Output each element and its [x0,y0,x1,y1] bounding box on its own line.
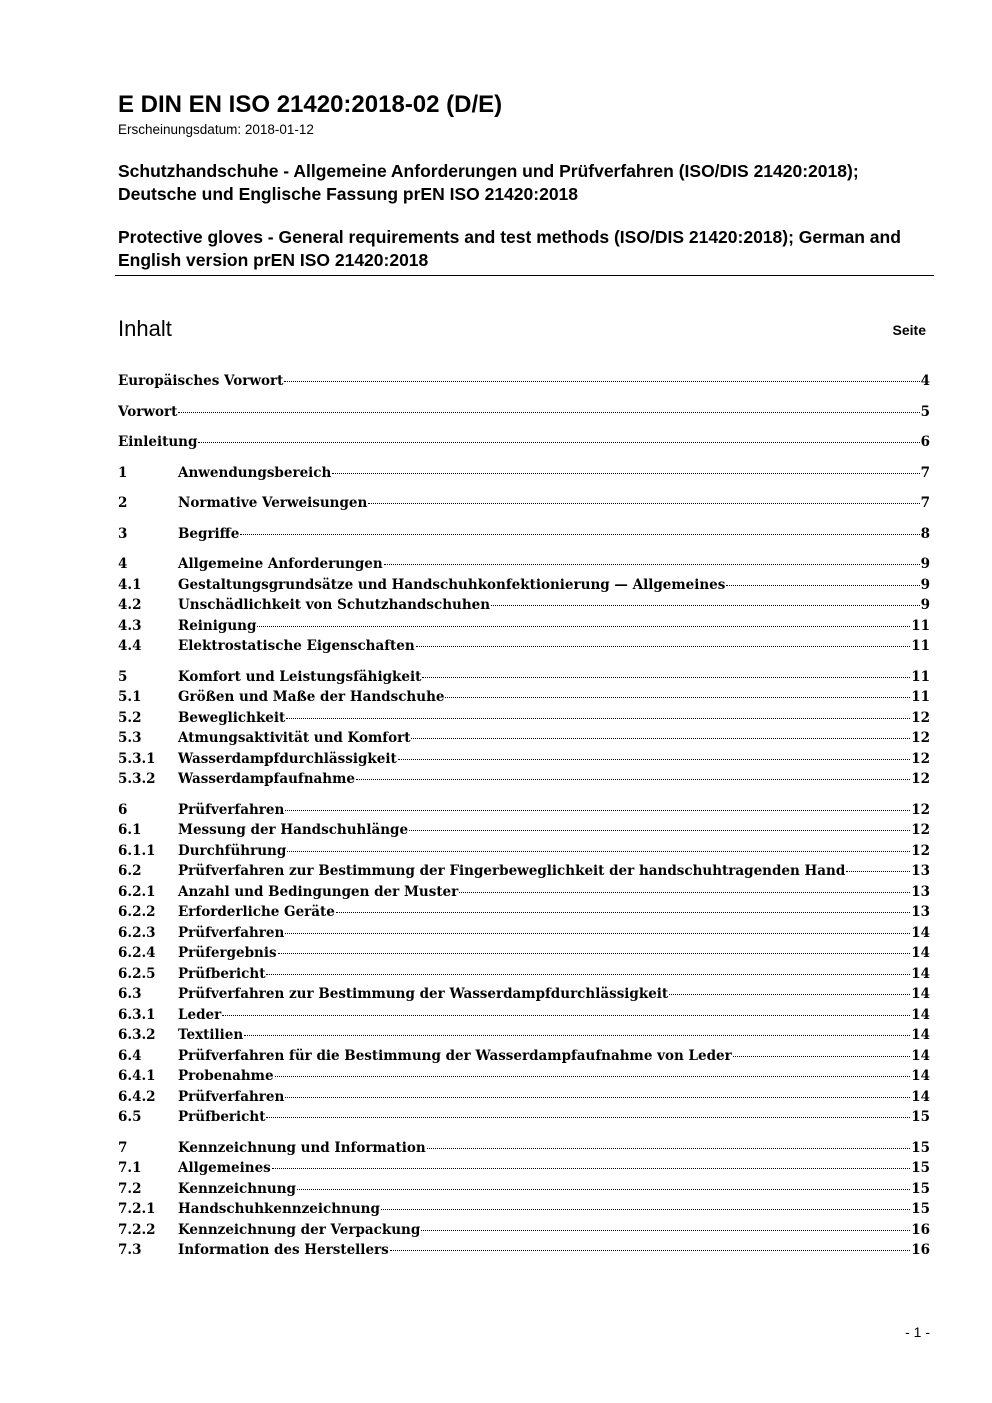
toc-entry-number: 5.3.1 [118,750,156,767]
toc-entry[interactable] [118,749,930,770]
toc-entry-page[interactable]: 13 [911,904,930,920]
toc-entry-page[interactable]: 4 [920,373,930,389]
table-of-contents [118,371,930,1261]
toc-dot-leader [356,779,910,780]
toc-entry-title[interactable]: Messung der Handschuhlänge [178,822,409,838]
toc-entry-title[interactable]: Reinigung [178,617,257,634]
toc-entry[interactable] [118,1087,930,1108]
toc-entry-title[interactable]: Prüfverfahren zur Bestimmung der Wasserdampfdurchlässigkeit [178,986,669,1002]
document-header [118,90,934,272]
toc-entry-number: 5.3.2 [118,771,156,787]
toc-entry-number: 3 [118,525,128,542]
toc-entry-page[interactable]: 9 [920,556,930,572]
toc-dot-leader [846,871,910,872]
toc-entry-title[interactable]: Größen und Maße der Handschuhe [178,689,445,705]
toc-entry[interactable] [118,923,930,944]
toc-entry[interactable] [118,861,930,882]
toc-entry-title[interactable]: Allgemeine Anforderungen [178,556,383,572]
toc-entry-number: 7.2.1 [118,1201,156,1217]
toc-dot-leader [178,412,919,413]
toc-entry-number: 7.2.2 [118,1221,156,1238]
toc-entry[interactable] [118,595,930,616]
toc-entry[interactable] [118,575,930,596]
toc-entry-page[interactable]: 6 [920,434,930,450]
toc-entry[interactable] [118,1025,930,1046]
toc-entry-title[interactable]: Prüfbericht [178,1109,266,1125]
toc-entry-title[interactable]: Textilien [178,1027,244,1043]
toc-entry-page[interactable]: 14 [911,1088,930,1105]
toc-entry[interactable] [118,1240,930,1261]
toc-entry-title[interactable]: Leder [178,1006,222,1023]
toc-dot-leader [669,994,910,995]
toc-entry-number: 6.2.3 [118,924,156,941]
toc-entry-page[interactable]: 14 [911,1047,930,1064]
page-number: - 1 - [905,1324,930,1340]
toc-entry-title[interactable]: Kennzeichnung der Verpackung [178,1221,421,1238]
toc-entry-title[interactable]: Einleitung [118,434,198,450]
toc-dot-leader [222,1015,910,1016]
toc-entry-page[interactable]: 14 [911,1006,930,1023]
toc-dot-leader [285,933,910,934]
toc-entry-page[interactable]: 15 [911,1180,930,1197]
toc-entry-page[interactable]: 15 [911,1160,930,1176]
toc-entry[interactable] [118,964,930,985]
toc-entry-title[interactable]: Prüfverfahren [178,924,285,941]
toc-entry-page[interactable]: 14 [911,945,930,961]
toc-entry-number: 7.3 [118,1242,142,1258]
toc-entry-title[interactable]: Vorwort [118,403,178,420]
toc-entry-title[interactable]: Europäisches Vorwort [118,373,284,389]
toc-dot-leader [381,1209,910,1210]
toc-entry-number: 6.5 [118,1109,142,1125]
toc-entry-number: 6.2 [118,863,142,879]
toc-entry-title[interactable]: Kennzeichnung [178,1180,296,1197]
toc-entry-number: 5.3 [118,730,142,746]
toc-entry[interactable] [118,1138,930,1159]
toc-entry[interactable] [118,728,930,749]
toc-entry[interactable] [118,616,930,637]
toc-dot-leader [266,974,910,975]
toc-entry[interactable] [118,1066,930,1087]
toc-entry[interactable] [118,1005,930,1026]
toc-entry-title[interactable]: Anzahl und Bedingungen der Muster [178,883,459,900]
toc-entry[interactable] [118,841,930,862]
toc-dot-leader [491,605,920,606]
toc-entry-title[interactable]: Erforderliche Geräte [178,904,335,920]
toc-entry[interactable] [118,1046,930,1067]
toc-entry-title[interactable]: Information des Herstellers [178,1242,389,1258]
toc-dot-leader [284,381,919,382]
toc-entry-page[interactable]: 13 [911,883,930,900]
toc-entry-number: 6.3.1 [118,1006,156,1023]
toc-entry-page[interactable]: 15 [911,1139,930,1156]
toc-entry-number: 6.2.5 [118,965,156,982]
toc-entry-page[interactable]: 14 [911,986,930,1002]
toc-entry-page[interactable]: 12 [911,730,930,746]
toc-dot-leader [244,1035,910,1036]
toc-entry-title[interactable]: Wasserdampfaufnahme [178,771,355,787]
toc-entry[interactable] [118,371,930,392]
toc-entry-page[interactable]: 12 [911,801,930,818]
toc-entry-title[interactable]: Prüfbericht [178,965,266,982]
toc-entry[interactable] [118,1199,930,1220]
toc-dot-leader [297,1189,910,1190]
toc-entry-number: 6.2.2 [118,904,156,920]
toc-dot-leader [266,1117,910,1118]
toc-entry-title[interactable]: Handschuhkennzeichnung [178,1201,380,1217]
toc-entry[interactable] [118,1158,930,1179]
toc-dot-leader [390,1250,910,1251]
toc-entry-title[interactable]: Kennzeichnung und Information [178,1139,426,1156]
toc-entry-page[interactable]: 7 [920,464,930,481]
toc-entry[interactable] [118,800,930,821]
toc-entry[interactable] [118,882,930,903]
toc-entry-title[interactable]: Gestaltungsgrundsätze und Handschuhkonfektionierung — Allgemeines [178,576,726,593]
publication-date: Erscheinungsdatum: 2018-01-12 [118,122,314,137]
toc-entry[interactable] [118,769,930,790]
toc-entry-number: 6.3 [118,986,142,1002]
toc-entry-number: 6.1.1 [118,842,156,859]
subtitle-german: Schutzhandschuhe - Allgemeine Anforderungen und Prüfverfahren (ISO/DIS 21420:2018); Deutsche und Englische Fassung prEN ISO 21420:2018 [118,161,859,204]
toc-entry-number: 1 [118,464,128,481]
toc-entry[interactable] [118,432,930,453]
toc-entry-title[interactable]: Begriffe [178,525,240,542]
toc-entry-title[interactable]: Durchführung [178,842,287,859]
toc-entry-title[interactable]: Wasserdampfdurchlässigkeit [178,750,397,767]
toc-entry[interactable] [118,463,930,484]
toc-entry-number: 6.4.2 [118,1088,156,1105]
toc-entry-page[interactable]: 12 [911,822,930,838]
toc-entry-number: 7.1 [118,1160,142,1176]
toc-entry-page[interactable]: 12 [911,771,930,787]
toc-entry-number: 6.4.1 [118,1068,156,1084]
toc-entry-number: 6.1 [118,822,142,838]
toc-entry-title[interactable]: Prüfverfahren [178,1088,285,1105]
subtitle-english: Protective gloves - General requirements and test methods (ISO/DIS 21420:2018); German and English version prEN ISO 21420:2018 [118,227,901,270]
toc-entry-page[interactable]: 9 [920,576,930,593]
toc-dot-leader [421,1230,910,1231]
toc-entry-title[interactable]: Probenahme [178,1068,274,1084]
toc-entry-title[interactable]: Prüfverfahren [178,801,285,818]
toc-entry[interactable] [118,708,930,729]
toc-entry-title[interactable]: Beweglichkeit [178,709,286,726]
toc-entry-page[interactable]: 15 [911,1201,930,1217]
toc-entry-page[interactable]: 16 [911,1242,930,1258]
toc-entry-number: 7 [118,1139,128,1156]
toc-dot-leader [257,626,910,627]
toc-dot-leader [726,585,919,586]
toc-dot-leader [422,677,910,678]
toc-entry-number: 5 [118,668,128,685]
toc-dot-leader [275,1076,911,1077]
header-divider [115,275,934,276]
toc-heading: Inhalt [118,316,172,341]
toc-dot-leader [332,473,919,474]
toc-entry-page[interactable]: 14 [911,1027,930,1043]
toc-entry-title[interactable]: Allgemeines [178,1160,271,1176]
toc-dot-leader [427,1148,911,1149]
toc-entry-page[interactable]: 11 [911,689,930,705]
toc-entry[interactable] [118,1107,930,1128]
toc-entry-number: 4.3 [118,617,142,634]
toc-entry[interactable] [118,524,930,545]
toc-entry-number: 6 [118,801,128,818]
toc-dot-leader [272,1168,910,1169]
toc-dot-leader [336,912,910,913]
document-title: E DIN EN ISO 21420:2018-02 (D/E) [118,91,503,118]
toc-entry-title[interactable]: Anwendungsbereich [178,464,332,481]
toc-entry-page[interactable]: 11 [911,617,930,634]
toc-dot-leader [416,646,911,647]
toc-entry-number: 4.4 [118,638,142,654]
toc-entry-title[interactable]: Atmungsaktivität und Komfort [178,730,411,746]
toc-entry[interactable] [118,1179,930,1200]
toc-entry-number: 4 [118,556,128,572]
toc-entry[interactable] [118,687,930,708]
toc-entry-page[interactable]: 12 [911,842,930,859]
toc-entry[interactable] [118,984,930,1005]
toc-entry-title[interactable]: Komfort und Leistungsfähigkeit [178,668,422,685]
toc-entry-number: 4.1 [118,576,142,593]
toc-entry[interactable] [118,1220,930,1241]
toc-entry-page[interactable]: 15 [911,1109,930,1125]
toc-dot-leader [285,1097,910,1098]
toc-header [118,314,926,344]
toc-entry-number: 6.2.4 [118,945,156,961]
toc-entry-page[interactable]: 14 [911,924,930,941]
toc-entry-title[interactable]: Prüfverfahren zur Bestimmung der Fingerbeweglichkeit der handschuhtragenden Hand [178,863,846,879]
toc-entry-number: 6.4 [118,1047,142,1064]
toc-dot-leader [384,564,920,565]
toc-dot-leader [398,759,910,760]
toc-entry-page[interactable]: 8 [920,525,930,542]
toc-entry-page[interactable]: 14 [911,1068,930,1084]
toc-dot-leader [240,534,919,535]
toc-dot-leader [286,718,910,719]
toc-entry[interactable] [118,636,930,657]
toc-entry-number: 6.3.2 [118,1027,156,1043]
toc-entry-title[interactable]: Elektrostatische Eigenschaften [178,638,415,654]
toc-entry-page[interactable]: 11 [911,638,930,654]
toc-entry-number: 7.2 [118,1180,142,1197]
toc-entry[interactable] [118,402,930,423]
toc-entry-number: 4.2 [118,597,142,613]
toc-entry-page[interactable]: 7 [920,495,930,511]
toc-entry[interactable] [118,493,930,514]
toc-entry-page[interactable]: 13 [911,863,930,879]
toc-entry[interactable] [118,667,930,688]
toc-entry-title[interactable]: Prüfverfahren für die Bestimmung der Wasserdampfaufnahme von Leder [178,1047,732,1064]
toc-dot-leader [278,953,911,954]
toc-entry-number: 6.2.1 [118,883,156,900]
toc-entry-title[interactable]: Unschädlichkeit von Schutzhandschuhen [178,597,491,613]
toc-entry-page[interactable]: 12 [911,750,930,767]
toc-entry-page[interactable]: 9 [920,597,930,613]
toc-page-label: Seite [892,322,926,338]
toc-entry[interactable] [118,902,930,923]
toc-entry[interactable] [118,943,930,964]
toc-entry-page[interactable]: 16 [911,1221,930,1238]
toc-dot-leader [409,830,910,831]
toc-entry[interactable] [118,554,930,575]
toc-dot-leader [285,810,910,811]
toc-entry-title[interactable]: Prüfergebnis [178,945,277,961]
toc-entry[interactable] [118,820,930,841]
toc-dot-leader [368,503,919,504]
toc-dot-leader [445,697,910,698]
toc-entry-page[interactable]: 11 [911,668,930,685]
toc-dot-leader [198,442,919,443]
toc-entry-number: 5.2 [118,709,142,726]
toc-entry-page[interactable]: 12 [911,709,930,726]
toc-dot-leader [411,738,910,739]
toc-entry-title[interactable]: Normative Verweisungen [178,495,368,511]
toc-dot-leader [733,1056,910,1057]
toc-dot-leader [287,851,910,852]
toc-entry-number: 5.1 [118,689,142,705]
toc-dot-leader [459,892,910,893]
toc-entry-page[interactable]: 5 [920,403,930,420]
toc-entry-page[interactable]: 14 [911,965,930,982]
toc-entry-number: 2 [118,495,128,511]
